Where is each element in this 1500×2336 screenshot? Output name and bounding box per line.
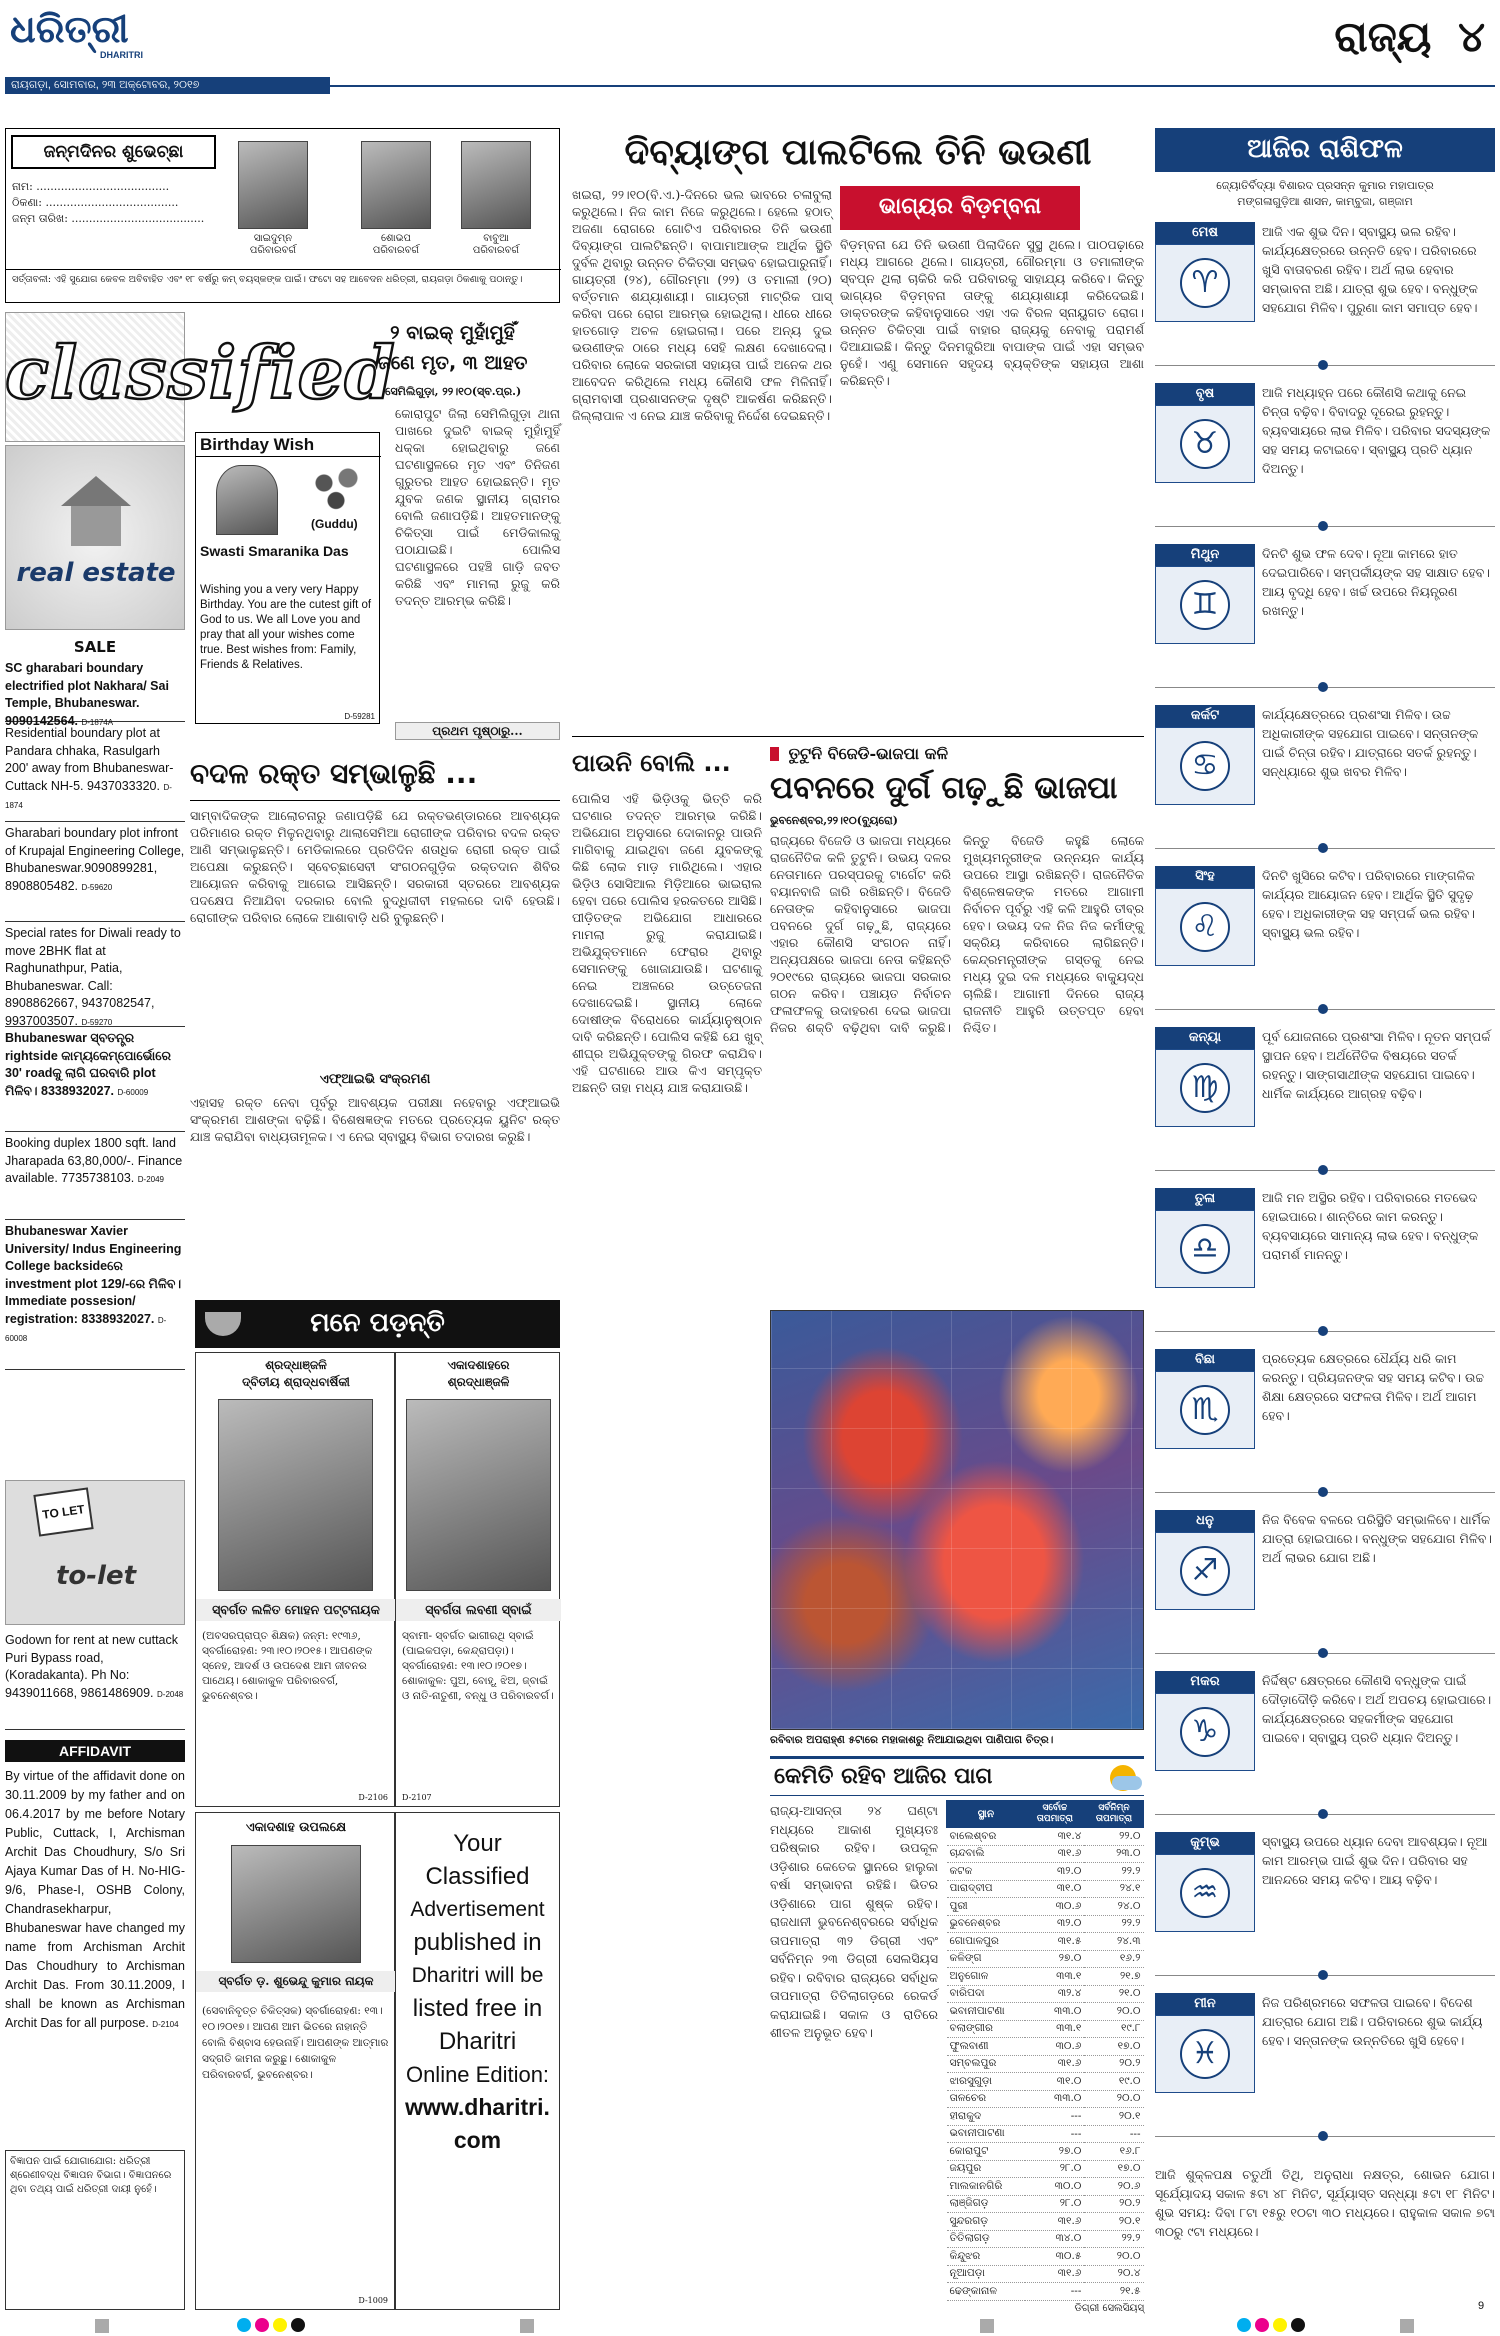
weather-row xyxy=(947,2265,1144,2283)
zodiac-prediction: ନିର୍ଦ୍ଦିଷ୍ଟ କ୍ଷେତ୍ରରେ କୌଣସି ବନ୍ଧୁଙ୍କ ପାଇଁ ଦୌଡ଼ାଦୌଡ଼ି କରିବେ। ଅର୍ଥ ଅପଚୟ ହୋଇପାରେ। କାର୍ଯ୍ୟକ୍ଷେତ୍ରରେ ସହକର୍ମୀଙ୍କ ସହଯୋଗ ପାଇବେ। ସ୍ବାସ୍ଥ୍ୟ ପ୍ରତି ଧ୍ୟାନ ଦିଅନ୍ତୁ। xyxy=(1262,1673,1492,1745)
kicker-marker xyxy=(770,747,779,761)
affidavit-body: By virtue of the affidavit done on 30.11.2009 by my father and on 06.4.2017 by me before Notary Public, Cuttack, I, Archisman Archit Das Choudhury, S/o Sri Ajaya Kumar Das of H. No-HIG-9/6, Phase-I, OSHB Colony, Chandrasekharpur, Bhubaneswar have changed my name from Archisman Archit Das Choudhury to Archisman Archit Das. From 30.11.2009, I shall be known as Archisman Archit Das for all purpose. D-2104 xyxy=(5,1769,185,2030)
weather-place: ଭବାନୀପାଟଣା xyxy=(947,2125,1026,2143)
zodiac-prediction: ଦିନଟି ଖୁସିରେ କଟିବ। ପରିବାରରେ ମାଙ୍ଗଳିକ କାର୍ଯ୍ୟର ଆୟୋଜନ ହେବ। ଆର୍ଥିକ ସ୍ଥିତି ସୁଦୃଢ଼ ହେବ। ଅଧିକାରୀଙ୍କ ସହ ସମ୍ପର୍କ ଭଲ ରହିବ। ସ୍ବାସ୍ଥ୍ୟ ଭଲ ରହିବ। xyxy=(1262,868,1475,940)
affidavit-title: AFFIDAVIT xyxy=(5,1740,185,1762)
weather-place: କିନ୍ଦୁଝର xyxy=(947,2248,1026,2266)
kid-photo-1 xyxy=(238,141,308,229)
weather-place: ଚାନ୍ଦବାଲି xyxy=(947,1845,1026,1863)
weather-row xyxy=(947,1968,1144,1986)
blood-body-2: ଏହାସହ ରକ୍ତ ନେବା ପୂର୍ବରୁ ଆବଶ୍ୟକ ପରୀକ୍ଷା ନହେବାରୁ ଏଫ୍‌ଆଇଭି ସଂକ୍ରମଣ ଆଶଙ୍କା ବଢ଼ିଛି। ବିଶେଷଜ୍ଞଙ୍କ ମତରେ ପ୍ରତ୍ୟେକ ୟୁନିଟ ରକ୍ତ ଯାଞ୍ଚ କରାଯିବା ବାଧ୍ୟତାମୂଳକ। ଏ ନେଇ ସ୍ବାସ୍ଥ୍ୟ ବିଭାଗ ତଦାରଖ କରୁଛି। xyxy=(190,1095,560,1144)
lamp-icon xyxy=(205,1312,241,1336)
zodiac-name: କନ୍ୟା xyxy=(1155,1027,1255,1049)
separator-dot-icon xyxy=(1318,1970,1328,1980)
real-estate-label: real estate xyxy=(16,558,176,588)
weather-place: ହୀରାକୁଦ xyxy=(947,2108,1026,2126)
weather-min: ୨୧.୫ xyxy=(1084,2283,1143,2301)
weather-min: ୨୨.୨ xyxy=(1084,1863,1143,1881)
paun-headline: ପାଉନି ବୋଲି ... xyxy=(572,749,731,777)
blood-subhead: ଏଫ୍‌ଆଇଭି ସଂକ୍ରମଣ xyxy=(319,1072,431,1087)
zodiac-prediction: ନିଜ ବିବେକ ବଳରେ ପରିସ୍ଥିତି ସମ୍ଭାଳିବେ। ଧାର୍ମିକ ଯାତ୍ରା ହୋଇପାରେ। ବନ୍ଧୁଙ୍କ ସହଯୋଗ ମିଳିବ। ଅର୍ଥ ଲାଭର ଯୋଗ ଅଛି। xyxy=(1262,1512,1493,1565)
weather-place: ତାଳଚେର xyxy=(947,2090,1026,2108)
free-ad-line: Your xyxy=(453,1830,502,1857)
tolet-label: to-let xyxy=(55,1561,137,1591)
house-body xyxy=(71,506,121,546)
weather-row xyxy=(947,1950,1144,1968)
gray-mark xyxy=(980,2319,994,2333)
obituary-banner: ମନେ ପଡ଼ନ୍ତି xyxy=(195,1300,560,1348)
zodiac-name: ବିଛା xyxy=(1155,1349,1255,1371)
weather-max: ୩୧.୬ xyxy=(1025,2265,1084,2283)
weather-max: ୨୮.୦ xyxy=(1025,2160,1084,2178)
free-ad-line: Online Edition: xyxy=(405,2062,550,2087)
weather-place: ଭବାନୀପାଟଣା xyxy=(947,2003,1026,2021)
weather-max: ୩୨.୦ xyxy=(1025,1915,1084,1933)
zodiac-8-icon: ♏ xyxy=(1180,1385,1230,1435)
weather-row xyxy=(947,2073,1144,2091)
weather-min: ୨୪.୦ xyxy=(1084,1898,1143,1916)
ad-3: Gharabari boundary plot infront of Krupajal Engineering College, Bhubaneswar.9090899281, 8908805482. D-59620 xyxy=(5,822,185,922)
separator-dot-icon xyxy=(1318,843,1328,853)
separator-dot-icon xyxy=(1318,1326,1328,1336)
birthday-wish-ad xyxy=(195,432,380,724)
weather-place: ବାରିପଦା xyxy=(947,1985,1026,2003)
wish-code: D-59281 xyxy=(344,712,375,721)
free-ad-box xyxy=(395,1812,560,2310)
masthead-rule xyxy=(330,85,1495,87)
weather-max: ୩୧.୬ xyxy=(1025,2055,1084,2073)
weather-place: ଝାରସୁଗୁଡ଼ା xyxy=(947,2073,1026,2091)
separator-dot-icon xyxy=(1318,1809,1328,1819)
weather-min: ୨୦.୦ xyxy=(1084,2090,1143,2108)
satellite-grid xyxy=(771,1311,1143,1729)
weather-row xyxy=(947,2178,1144,2196)
weather-min: ୨୦.୦ xyxy=(1084,2003,1143,2021)
cmyk-marks-right xyxy=(1235,2318,1307,2336)
free-ad-line: Dharitri will be xyxy=(411,1964,544,1987)
blood-headline: ବଦଳ ରକ୍ତ ସମ୍ଭାଳୁଛି ... xyxy=(190,757,478,790)
weather-row xyxy=(947,2143,1144,2161)
section-label xyxy=(1270,8,1485,68)
address-field[interactable]: ଠିକଣା: ...................................... xyxy=(12,196,179,209)
weather-min: ୧୬.୮ xyxy=(1084,2143,1143,2161)
weather-max: ୩୦.୬ xyxy=(1025,2038,1084,2056)
zodiac-name: ମିଥୁନ xyxy=(1155,544,1255,566)
obituary-third-head: ଏକାଦଶାହ ଉପଲକ୍ଷେ xyxy=(245,1819,347,1834)
obituary-third-text: (ସେବାନିବୃତ୍ତ ଚିକିତ୍ସକ) ସ୍ବର୍ଗାରୋହଣ: ୧୩।୧୦।୨୦୧୭। ଆପଣ ଆମ ଭିତରେ ନାହାନ୍ତି ବୋଲି ବିଶ୍ବାସ ହେଉନାହିଁ। ଆପଣଙ୍କ ଆତ୍ମାର ସଦ୍‌ଗତି କାମନା କରୁଛୁ। ଶୋକାକୁଳ ପରିବାରବର୍ଗ, ଭୁବନେଶ୍ବର। xyxy=(202,2005,389,2081)
ad-1: SC gharabari boundary electrified plot Nakhara/ Sai Temple, Bhubaneswar. 9090142564. D-1874A xyxy=(5,660,185,722)
wish-message: Wishing you a very very Happy Birthday. You are the cutest gift of God to us. We all Love you and pray that all your wishes come true. Best wishes from: Family, Friends & Relatives. xyxy=(200,584,372,671)
weather-row xyxy=(947,1880,1144,1898)
real-estate-banner xyxy=(5,445,185,630)
weather-min: ୨୧.୭ xyxy=(1084,1968,1143,1986)
cloud-icon xyxy=(1112,1776,1142,1790)
separator-dot-icon xyxy=(1318,682,1328,692)
zodiac-11-icon: ♒ xyxy=(1180,1868,1230,1918)
zodiac-9-icon: ♐ xyxy=(1180,1546,1230,1596)
ad-4: Special rates for Diwali ready to move 2BHK flat at Raghunathpur, Patia, Bhubaneswar. Call: 8908862667, 9437082547, 9937003507. D-59270 xyxy=(5,922,185,1027)
bike-headline: ୨ ବାଇକ୍ ମୁହାଁମୁହିଁ ଜଣେ ମୃତ, ୩ ଆହତ xyxy=(377,322,528,374)
birthday-title: ଜନ୍ମଦିନର ଶୁଭେଚ୍ଛା xyxy=(11,135,216,169)
weather-place: ଜୟପୁର xyxy=(947,2160,1026,2178)
zodiac-name: ମକର xyxy=(1155,1671,1255,1693)
weather-row xyxy=(947,2090,1144,2108)
obituary-right-photo xyxy=(406,1399,551,1591)
obituary-third-photo xyxy=(231,1845,361,1963)
dateline-bar xyxy=(5,77,330,94)
weather-row xyxy=(947,2195,1144,2213)
cmyk-marks-left xyxy=(235,2318,307,2336)
weather-place: ଢେଙ୍କାନାଳ xyxy=(947,2283,1026,2301)
separator-dot-icon xyxy=(1318,360,1328,370)
weather-max: ୩୪.୦ xyxy=(1025,2230,1084,2248)
obituary-third-name: ସ୍ବର୍ଗତ ଡ଼. ଶୁଭେନ୍ଦୁ କୁମାର ନାୟକ xyxy=(196,1971,396,1992)
weather-max: ୩୧.୦ xyxy=(1025,2073,1084,2091)
bjd-dateline: ଭୁବନେଶ୍ବର,୨୨।୧୦(ବ୍ୟୁରୋ) xyxy=(770,814,898,827)
weather-min: ୨୦.୨ xyxy=(1084,2055,1143,2073)
weather-max: ୩୩.୧ xyxy=(1025,1968,1084,1986)
zodiac-name: ଧନୁ xyxy=(1155,1510,1255,1532)
bike-body: କୋରାପୁଟ ଜିଲା ସେମିଲିଗୁଡ଼ା ଥାନା ପାଖରେ ଦୁଇଟି ବାଇକ୍ ମୁହାଁମୁହିଁ ଧକ୍କା ହୋଇଥିବାରୁ ଜଣେ ଘଟଣାସ୍ଥଳରେ ମୃତ ଏବଂ ତିନିଜଣ ଗୁରୁତର ଆହତ ହୋଇଛନ୍ତି। ମୃତ ଯୁବକ ଜଣକ ସ୍ଥାନୀୟ ଗ୍ରାମର ବୋଲି ଜଣାପଡ଼ିଛି। ଆହତମାନଙ୍କୁ ଚିକିତ୍ସା ପାଇଁ ମେଡିକାଲକୁ ପଠାଯାଇଛି। ପୋଲିସ ଘଟଣାସ୍ଥଳରେ ପହଞ୍ଚି ଗାଡ଼ି ଜବତ କରିଛି ଏବଂ ମାମଲା ରୁଜୁ କରି ତଦନ୍ତ ଆରମ୍ଭ କରିଛି। xyxy=(395,406,560,608)
weather-place: ଗୋପାଳପୁର xyxy=(947,1933,1026,1951)
weather-place: ଭୁବନେଶ୍ବର xyxy=(947,1915,1026,1933)
weather-max: ୩୩.୦ xyxy=(1025,2003,1084,2021)
weather-row xyxy=(947,2283,1144,2301)
weather-max: ୨୭.୦ xyxy=(1025,1950,1084,1968)
weather-row xyxy=(947,1933,1144,1951)
weather-min: ୧୬.୨ xyxy=(1084,1950,1143,1968)
gray-mark xyxy=(520,2319,534,2333)
free-ad-line: Advertisement xyxy=(410,1898,545,1921)
weather-min: ୨୩.୦ xyxy=(1084,1845,1143,1863)
zodiac-6-icon: ♍ xyxy=(1180,1063,1230,1113)
weather-max: ୨୭.୦ xyxy=(1025,2143,1084,2161)
weather-place: କଳିଙ୍ଗ xyxy=(947,1950,1026,1968)
weather-place: ସୁନ୍ଦରଗଡ଼ xyxy=(947,2213,1026,2231)
weather-body: ରାଜ୍ୟ-ଆସନ୍ତା ୨୪ ଘଣ୍ଟା ମଧ୍ୟରେ ଆକାଶ ମୁଖ୍ୟତଃ ପରିଷ୍କାର ରହିବ। ଉପକୂଳ ଓଡ଼ିଶାର କେତେକ ସ୍ଥାନରେ ହାଲୁକା ବର୍ଷା ସମ୍ଭାବନା ରହିଛି। ଭିତର ଓଡ଼ିଶାରେ ପାଗ ଶୁଷ୍କ ରହିବ। ରାଜଧାନୀ ଭୁବନେଶ୍ବରରେ ସର୍ବାଧିକ ତାପମାତ୍ରା ୩୨ ଡିଗ୍ରୀ ଏବଂ ସର୍ବନିମ୍ନ ୨୩ ଡିଗ୍ରୀ ସେଲସିୟସ ରହିବ। ରବିବାର ରାଜ୍ୟରେ ସର୍ବାଧିକ ତାପମାତ୍ରା ତିତିଲାଗଡ଼ରେ ରେକର୍ଡ କରାଯାଇଛି। ସକାଳ ଓ ରାତିରେ ଶୀତଳ ଅନୁଭୂତ ହେବ। xyxy=(770,1803,938,2040)
weather-max: ୩୦.୦ xyxy=(1025,2178,1084,2196)
weather-min: ୨୦.୨ xyxy=(1084,2195,1143,2213)
divyang-body: ଖଇରା, ୨୨।୧୦(ବି.ଏ.)-ଦିନରେ ଭଲ ଭାବରେ ଚଳାବୁଲା କରୁଥିଲେ। ନିଜ କାମ ନିଜେ କରୁଥିଲେ। ହେଲେ ହଠାତ୍ ଅଜଣା ରୋଗରେ ଗୋଟିଏ ପରିବାରର ତିନି ଭଉଣୀ ଦିବ୍ୟାଙ୍ଗ ପାଲଟିଛନ୍ତି। ବାପାମାଆଙ୍କ ଆର୍ଥିକ ସ୍ଥିତି ଦୁର୍ବଳ ଥିବାରୁ ଉନ୍ନତ ଚିକିତ୍ସା ସମ୍ଭବ ହୋଇପାରୁନାହିଁ। ଗାୟତ୍ରୀ (୨୪), ଗୌରମ୍ମା (୨୨) ଓ ତମାଲୀ (୨୦) ବର୍ତ୍ତମାନ ଶଯ୍ୟାଶାୟୀ। ଗାୟତ୍ରୀ ମାଟ୍ରିକ ପାସ୍ କରିବା ପରେ ରୋଗ ଆରମ୍ଭ ହୋଇଥିଲା। ଧୀରେ ଧୀରେ ହାତଗୋଡ଼ ଅଚଳ ହୋଇଗଲା। ପରେ ଅନ୍ୟ ଦୁଇ ଭଉଣୀଙ୍କ ଠାରେ ମଧ୍ୟ ସେହି ଲକ୍ଷଣ ଦେଖାଦେଲା। ପରିବାର ଲୋକେ ସରକାରୀ ସହାୟତା ପାଇଁ ଅନେକ ଥର ଆବେଦନ କରିଥିଲେ ମଧ୍ୟ କୌଣସି ଫଳ ମିଳିନାହିଁ। ଗ୍ରାମବାସୀ ପ୍ରଶାସନଙ୍କ ଦୃଷ୍ଟି ଆକର୍ଷଣ କରିଛନ୍ତି। ଜିଲ୍ଲାପାଳ ଏ ନେଇ ଯାଞ୍ଚ କରିବାକୁ ନିର୍ଦ୍ଦେଶ ଦେଇଛନ୍ତି। xyxy=(572,187,832,423)
logo-text: ଧରିତ୍ରୀ xyxy=(10,7,129,51)
col-place: ସ୍ଥାନ xyxy=(947,1801,1026,1828)
footer-page-number: 9 xyxy=(1478,2300,1485,2312)
satellite-caption: ରବିବାର ଅପରାହ୍ଣ ୫ଟାରେ ମହାକାଶରୁ ନିଆଯାଇଥିବା ପାଣିପାଗ ଚିତ୍ର। xyxy=(770,1734,1054,1746)
zodiac-prediction: ଆଜି ମଧ୍ୟାହ୍ନ ପରେ କୌଣସି କଥାକୁ ନେଇ ଚିନ୍ତା ବଢ଼ିବ। ବିବାଦରୁ ଦୂରେଇ ରୁହନ୍ତୁ। ବ୍ୟବସାୟରେ ଲାଭ ମିଳିବ। ପରିବାର ସଦସ୍ୟଙ୍କ ସହ ସମୟ କଟାଇବେ। ସ୍ବାସ୍ଥ୍ୟ ପ୍ରତି ଧ୍ୟାନ ଦିଅନ୍ତୁ। xyxy=(1262,385,1491,476)
weather-row xyxy=(947,1985,1144,2003)
weather-min: ୨୨.୨ xyxy=(1084,2230,1143,2248)
weather-max: ୩୩.୦ xyxy=(1025,2090,1084,2108)
zodiac-name: ମୀନ xyxy=(1155,1993,1255,2015)
zodiac-prediction: ନିଜ ପରିଶ୍ରମରେ ସଫଳତା ପାଇବେ। ବିଦେଶ ଯାତ୍ରାର ଯୋଗ ଅଛି। ପରିବାରରେ ଶୁଭ କାର୍ଯ୍ୟ ହେବ। ସନ୍ତାନଙ୍କ ଉନ୍ନତିରେ ଖୁସି ହେବେ। xyxy=(1262,1995,1483,2048)
separator-dot-icon xyxy=(1318,521,1328,531)
birthday-wish-title: Birthday Wish xyxy=(196,433,381,457)
obituary-right-name: ସ୍ବର୍ଗତା ଲବଣୀ ସ୍ବାଇଁ xyxy=(396,1599,561,1621)
weather-place: ନୂଆପଡ଼ା xyxy=(947,2265,1026,2283)
weather-row xyxy=(947,2038,1144,2056)
dob-field[interactable]: ଜନ୍ମ ତାରିଖ: ...................................... xyxy=(12,212,205,225)
weather-max: ୩୧.୬ xyxy=(1025,2213,1084,2231)
blood-rule xyxy=(190,800,560,801)
zodiac-name: ମେଷ xyxy=(1155,222,1255,244)
page-number: ୪ xyxy=(1458,12,1485,61)
weather-title: କେମିତି ରହିବ ଆଜିର ପାଗ xyxy=(770,1756,1144,1796)
weather-place: ଲାଞ୍ଜିଗଡ଼ xyxy=(947,2195,1026,2213)
classified-footnote: ବିଜ୍ଞାପନ ପାଇଁ ଯୋଗାଯୋଗ: ଧରିତ୍ରୀ ଶ୍ରେଣୀବଦ୍ଧ ବିଜ୍ଞାପନ ବିଭାଗ। ବିଜ୍ଞାପନରେ ଥିବା ତଥ୍ୟ ପାଇଁ ଧରିତ୍ରୀ ଦାୟୀ ନୁହେଁ। xyxy=(5,2150,185,2310)
rashifal-title: ଆଜିର ରାଶିଫଳ xyxy=(1155,128,1495,172)
flower-icon xyxy=(306,463,366,513)
weather-note: ଡିଗ୍ରୀ ସେଲସିୟସ୍ xyxy=(1074,2302,1144,2314)
divyang-bottom-rule xyxy=(572,736,1144,737)
kid-name-1: ସାଇଦୁମ୍ନ ପରିବାରବର୍ଗ xyxy=(249,233,297,256)
weather-row xyxy=(947,1898,1144,1916)
obituary-left-photo xyxy=(218,1399,373,1591)
zodiac-prediction: ପୂର୍ବ ଯୋଜନାରେ ପ୍ରଶଂସା ମିଳିବ। ନୂତନ ସମ୍ପର୍କ ସ୍ଥାପନ ହେବ। ଅର୍ଥନୈତିକ ବିଷୟରେ ସତର୍କ ରହନ୍ତୁ। ସାଙ୍ଗସାଥୀଙ୍କ ସହଯୋଗ ପାଇବେ। ଧାର୍ମିକ କାର୍ଯ୍ୟରେ ଆଗ୍ରହ ବଢ଼ିବ। xyxy=(1262,1029,1491,1101)
gray-mark xyxy=(1400,2319,1414,2333)
zodiac-1-icon: ♈ xyxy=(1180,258,1230,308)
zodiac-7-icon: ♎ xyxy=(1180,1224,1230,1274)
weather-max: --- xyxy=(1025,2125,1084,2143)
ad-7: Bhubaneswar Xavier University/ Indus Engineering College backsideରେ investment plot 129/-ରେ ମିଳିବ। Immediate possesion/ registration: 8338932027. D-60008 xyxy=(5,1220,185,1370)
kid-photo-2 xyxy=(361,141,431,229)
free-ad-line: Classified xyxy=(425,1863,530,1890)
tolet-ad: Godown for rent at new cuttack Puri Bypass road, (Koradakanta). Ph No: 9439011668, 9861486909. D-2048 xyxy=(5,1632,185,1730)
zodiac-5-icon: ♌ xyxy=(1180,902,1230,952)
zodiac-4-icon: ♋ xyxy=(1180,741,1230,791)
weather-row xyxy=(947,1915,1144,1933)
satellite-image xyxy=(770,1310,1144,1730)
weather-max: ୩୧.୫ xyxy=(1025,1933,1084,1951)
weather-place: ମାଲକାନଗିରି xyxy=(947,2178,1026,2196)
obituary-third xyxy=(195,1812,395,2310)
weather-place: ବଲାଙ୍ଗୀର xyxy=(947,2020,1026,2038)
ad-2: Residential boundary plot at Pandara chhaka, Rasulgarh 200' away from Bhubaneswar- Cuttack NH-5. 9437033320. D-1874 xyxy=(5,722,185,822)
bjd-headline: ପବନରେ ଦୁର୍ଗ ଗଢ଼ୁଛି ଭାଜପା xyxy=(770,770,1118,806)
section-title: ରାଜ୍ୟ xyxy=(1334,12,1432,61)
rashifal-author: ଜ୍ୟୋତିର୍ବିଦ୍ୟା ବିଶାରଦ ପ୍ରସନ୍ନ କୁମାର ମହାପାତ୍ର ମଙ୍ଗଳାଗୁଡ଼ିଆ ଶାସନ, କାମ୍ବୁଜା, ଗଞ୍ଜାମ xyxy=(1216,179,1434,208)
obituary-right-head: ଏକାଦଶାହରେ ଶ୍ରଦ୍ଧାଞ୍ଜଳି xyxy=(447,1358,510,1389)
bjd-body: ରାଜ୍ୟରେ ବିଜେଡି ଓ ଭାଜପା ମଧ୍ୟରେ ରାଜନୈତିକ କଳି ତୁଟୁନି। ଉଭୟ ଦଳର ନେତାମାନେ ପରସ୍ପରକୁ ଟାର୍ଗେଟ କରି ବୟାନବାଜି ଜାରି ରଖିଛନ୍ତି। ବିଜେଡି ନେତାଙ୍କ କହିବାନୁସାରେ ଭାଜପା ପବନରେ ଦୁର୍ଗ ଗଢ଼ୁଛି, ରାଜ୍ୟରେ ଏହାର କୌଣସି ସଂଗଠନ ନାହିଁ। ଅନ୍ୟପକ୍ଷରେ ଭାଜପା ନେତା କହିଛନ୍ତି ୨୦୧୯ରେ ରାଜ୍ୟରେ ଭାଜପା ସରକାର ଗଠନ କରିବ। ପଞ୍ଚାୟତ ନିର୍ବାଚନ ଫଳାଫଳକୁ ଉଦାହରଣ ଦେଇ ଭାଜପା ନିଜର ଶକ୍ତି ବଢ଼ିଥିବା ଦାବି କରୁଛି। କିନ୍ତୁ ବିଜେଡି କହୁଛି ଲୋକେ ମୁଖ୍ୟମନ୍ତ୍ରୀଙ୍କ ଉନ୍ନୟନ କାର୍ଯ୍ୟ ଉପରେ ଆସ୍ଥା ରଖିଛନ୍ତି। ରାଜନୈତିକ ବିଶ୍ଳେଷକଙ୍କ ମତରେ ଆଗାମୀ ନିର୍ବାଚନ ପୂର୍ବରୁ ଏହି କଳି ଆହୁରି ତୀବ୍ର ହେବ। ଉଭୟ ଦଳ ନିଜ ନିଜ କର୍ମୀଙ୍କୁ ସକ୍ରିୟ କରିବାରେ ଲାଗିଛନ୍ତି। କେନ୍ଦ୍ରମନ୍ତ୍ରୀଙ୍କ ଗସ୍ତକୁ ନେଇ ମଧ୍ୟ ଦୁଇ ଦଳ ମଧ୍ୟରେ ବାକ୍ୟୁଦ୍ଧ ଚାଲିଛି। ଆଗାମୀ ଦିନରେ ରାଜ୍ୟ ରାଜନୀତି ଆହୁରି ଉତ୍ତପ୍ତ ହେବା ନିଶ୍ଚିତ। xyxy=(770,833,1144,1035)
zodiac-name: କୁମ୍ଭ xyxy=(1155,1832,1255,1854)
col-min: ସର୍ବନିମ୍ନ ତାପମାତ୍ରା xyxy=(1084,1801,1143,1828)
bjd-kicker: ତୁଟୁନି ବିଜେଡି-ଭାଜପା କଳି xyxy=(770,744,1144,766)
house-icon xyxy=(61,476,131,506)
zodiac-name: ସିଂହ xyxy=(1155,866,1255,888)
separator-dot-icon xyxy=(1318,1165,1328,1175)
weather-max: ୩୩.୧ xyxy=(1025,2020,1084,2038)
weather-min: ୧୯.୮ xyxy=(1084,2020,1143,2038)
zodiac-2-icon: ♉ xyxy=(1180,419,1230,469)
zodiac-3-icon: ♊ xyxy=(1180,580,1230,630)
footer-registration-marks xyxy=(0,2317,1500,2335)
weather-min: ୨୨.୦ xyxy=(1084,1828,1143,1846)
weather-row xyxy=(947,2213,1144,2231)
weather-min: ୨୦.୧ xyxy=(1084,2213,1143,2231)
obituary-third-code: D-1009 xyxy=(358,2296,388,2305)
weather-place: ତିତିଲାଗଡ଼ xyxy=(947,2230,1026,2248)
classified-ads xyxy=(5,660,185,1370)
zodiac-name: ତୁଳା xyxy=(1155,1188,1255,1210)
blood-body: ସାମ୍ବାଦିକଙ୍କ ଆଲୋଚନାରୁ ଜଣାପଡ଼ିଛି ଯେ ରକ୍ତଭଣ୍ଡାରରେ ଆବଶ୍ୟକ ପରିମାଣର ରକ୍ତ ମିଳୁନଥିବାରୁ ଥାଲାସେମିଆ ରୋଗୀଙ୍କ ପରିବାର ବଦଳ ରକ୍ତ ଆଣି ସମ୍ଭାଳୁଛନ୍ତି। ମେଡିକାଲରେ ପ୍ରତିଦିନ ଶତାଧିକ ରୋଗୀ ରକ୍ତ ପାଇଁ ଅପେକ୍ଷା କରୁଛନ୍ତି। ସ୍ବେଚ୍ଛାସେବୀ ସଂଗଠନଗୁଡ଼ିକ ରକ୍ତଦାନ ଶିବିର ଆୟୋଜନ କରିବାକୁ ଆଗେଇ ଆସିଛନ୍ତି। ସରକାରୀ ସ୍ତରରେ ଆବଶ୍ୟକ ପଦକ୍ଷେପ ନିଆଯିବା ଦରକାର ବୋଲି ବୁଦ୍ଧିଜୀବୀ ମହଲରେ ଦାବି ହେଉଛି। ରୋଗୀଙ୍କ ପରିବାର ଲୋକେ ଆଶାବାଡ଼ି ଧରି ବୁଲୁଛନ୍ତି। xyxy=(190,808,560,925)
wish-name: Swasti Smaranika Das xyxy=(200,543,349,559)
weather-max: ୩୧.୪ xyxy=(1025,1828,1084,1846)
weather-max: --- xyxy=(1025,2283,1084,2301)
obituary-left-head: ଶ୍ରଦ୍ଧାଞ୍ଜଳି ଦ୍ବିତୀୟ ଶ୍ରାଦ୍ଧବାର୍ଷିକୀ xyxy=(242,1358,350,1389)
weather-row xyxy=(947,1863,1144,1881)
free-ad-line: Dharitri xyxy=(438,2028,517,2055)
zodiac-prediction: ଦିନଟି ଶୁଭ ଫଳ ଦେବ। ନୂଆ କାମରେ ହାତ ଦେଇପାରିବେ। ସମ୍ପର୍କୀୟଙ୍କ ସହ ସାକ୍ଷାତ ହେବ। ଆୟ ବୃଦ୍ଧି ହେବ। ଖର୍ଚ୍ଚ ଉପରେ ନିୟନ୍ତ୍ରଣ ରଖନ୍ତୁ। xyxy=(1262,546,1490,618)
kid-name-3: ବାବୁଆ ପରିବାରବର୍ଗ xyxy=(472,233,520,256)
weather-max: --- xyxy=(1025,2108,1084,2126)
follow-on-label: ପ୍ରଥମ ପୃଷ୍ଠାରୁ... xyxy=(395,722,560,740)
weather-max: ୩୨.୪ xyxy=(1025,1985,1084,2003)
zodiac-prediction: ସ୍ବାସ୍ଥ୍ୟ ଉପରେ ଧ୍ୟାନ ଦେବା ଆବଶ୍ୟକ। ନୂଆ କାମ ଆରମ୍ଭ ପାଇଁ ଶୁଭ ଦିନ। ପରିବାର ସହ ଆନନ୍ଦରେ ସମୟ କଟିବ। ଆୟ ବଢ଼ିବ। xyxy=(1262,1834,1488,1887)
obituary-left xyxy=(195,1352,395,1807)
separator-dot-icon xyxy=(1318,1004,1328,1014)
ad-6: Booking duplex 1800 sqft. land Jharapada 63,80,000/-. Finance available. 7735738103. D-2049 xyxy=(5,1132,185,1220)
separator-dot-icon xyxy=(1318,2131,1328,2141)
zodiac-prediction: ଆଜି ଏକ ଶୁଭ ଦିନ। ସ୍ବାସ୍ଥ୍ୟ ଭଲ ରହିବ। କାର୍ଯ୍ୟକ୍ଷେତ୍ରରେ ଉନ୍ନତି ହେବ। ପରିବାରରେ ଖୁସି ବାତାବରଣ ରହିବ। ଅର୍ଥ ଲାଭ ହେବାର ସମ୍ଭାବନା ଅଛି। ଯାତ୍ରା ଶୁଭ ହେବ। ବନ୍ଧୁଙ୍କ ସହଯୋଗ ମିଳିବ। ପୁରୁଣା କାମ ସମାପ୍ତ ହେବ। xyxy=(1262,224,1478,315)
weather-place: ବାଲେଶ୍ବର xyxy=(947,1828,1026,1846)
weather-row xyxy=(947,2055,1144,2073)
divyang-headline: ଦିବ୍ୟାଙ୍ଗ ପାଲଟିଲେ ତିନି ଭଉଣୀ xyxy=(624,132,1092,173)
weather-max: ୩୦.୫ xyxy=(1025,2248,1084,2266)
weather-min: ୧୯.୦ xyxy=(1084,2073,1143,2091)
birthday-note: ସର୍ତ୍ତାବଳୀ: ଏହି ସୁଯୋଗ କେବଳ ଅବିବାହିତ ଏବଂ ୧୮ ବର୍ଷରୁ କମ୍ ବୟସ୍କଙ୍କ ପାଇଁ। ଫଟୋ ସହ ଆବେଦନ ଧରିତ୍ରୀ, ରାୟଗଡ଼ା ଠିକଣାକୁ ପଠାନ୍ତୁ। xyxy=(6,269,561,304)
weather-place: କଟକ xyxy=(947,1863,1026,1881)
zodiac-prediction: କାର୍ଯ୍ୟକ୍ଷେତ୍ରରେ ପ୍ରଶଂସା ମିଳିବ। ଉଚ୍ଚ ଅଧିକାରୀଙ୍କ ସହଯୋଗ ପାଇବେ। ସନ୍ତାନଙ୍କ ପାଇଁ ଚିନ୍ତା ରହିବ। ଯାତ୍ରାରେ ସତର୍କ ରୁହନ୍ତୁ। ସନ୍ଧ୍ୟାରେ ଶୁଭ ଖବର ମିଳିବ। xyxy=(1262,707,1479,779)
tolet-banner xyxy=(5,1480,185,1625)
zodiac-12-icon: ♓ xyxy=(1180,2029,1230,2079)
separator-dot-icon xyxy=(1318,1487,1328,1497)
zodiac-prediction: ପ୍ରତ୍ୟେକ କ୍ଷେତ୍ରରେ ଧୈର୍ଯ୍ୟ ଧରି କାମ କରନ୍ତୁ। ପ୍ରିୟଜନଙ୍କ ସହ ସମୟ କଟିବ। ଉଚ୍ଚ ଶିକ୍ଷା କ୍ଷେତ୍ରରେ ସଫଳତା ମିଳିବ। ଅର୍ଥ ଆଗମ ହେବ। xyxy=(1262,1351,1485,1423)
obituary-right xyxy=(395,1352,560,1807)
weather-row xyxy=(947,1845,1144,1863)
weather-place: ପୁରୀ xyxy=(947,1898,1026,1916)
fate-box-title: ଭାଗ୍ୟର ବିଡ଼ମ୍ବନା xyxy=(840,186,1080,230)
wish-nick: (Guddu) xyxy=(311,517,358,531)
separator-dot-icon xyxy=(1318,1648,1328,1658)
zodiac-prediction: ଆଜି ମନ ଅସ୍ଥିର ରହିବ। ପରିବାରରେ ମତଭେଦ ହୋଇପାରେ। ଶାନ୍ତିରେ କାମ କରନ୍ତୁ। ବ୍ୟବସାୟରେ ସାମାନ୍ୟ ଲାଭ ହେବ। ବନ୍ଧୁଙ୍କ ପରାମର୍ଶ ମାନନ୍ତୁ। xyxy=(1262,1190,1479,1262)
weather-row xyxy=(947,2160,1144,2178)
logo-sub: DHARITRI xyxy=(100,50,143,60)
dharitri-url-link[interactable]: www.dharitri. xyxy=(405,2094,550,2120)
weather-min: ୧୭.୦ xyxy=(1084,2160,1143,2178)
fate-box-text: ବିଡ଼ମ୍ବନା ଯେ ତିନି ଭଉଣୀ ପିଲାଦିନେ ସୁସ୍ଥ ଥିଲେ। ପାଠପଢ଼ାରେ ମଧ୍ୟ ଆଗରେ ଥିଲେ। ଗାୟତ୍ରୀ, ଗୌରମ୍ମା ଓ ତମାଲୀଙ୍କ ସ୍ବପ୍ନ ଥିଲା ଚାକିରି କରି ପରିବାରକୁ ସାହାଯ୍ୟ କରିବେ। କିନ୍ତୁ ଭାଗ୍ୟର ବିଡ଼ମ୍ବନା ତାଙ୍କୁ ଶଯ୍ୟାଶାୟୀ କରିଦେଇଛି। ଡାକ୍ତରଙ୍କ କହିବାନୁସାରେ ଏହା ଏକ ବିରଳ ସ୍ନାୟୁଗତ ରୋଗ। ଉନ୍ନତ ଚିକିତ୍ସା ପାଇଁ ବାହାର ରାଜ୍ୟକୁ ନେବାକୁ ପରାମର୍ଶ ଦିଆଯାଇଛି। କିନ୍ତୁ ଦିନମଜୁରିଆ ବାପାଙ୍କ ପାଇଁ ଏହା ସମ୍ଭବ ନୁହେଁ। ଏଣୁ ସେମାନେ ସହୃଦୟ ବ୍ୟକ୍ତିଙ୍କ ସହାୟତା ଆଶା କରିଛନ୍ତି। xyxy=(840,237,1144,388)
weather-place: ଫୁଲବାଣୀ xyxy=(947,2038,1026,2056)
weather-place: ସମ୍ବଲପୁର xyxy=(947,2055,1026,2073)
weather-max: ୩୨.୦ xyxy=(1025,1863,1084,1881)
weather-max: ୩୦.୬ xyxy=(1025,1898,1084,1916)
weather-row xyxy=(947,2108,1144,2126)
weather-row xyxy=(947,2230,1144,2248)
obituary-left-code: D-2106 xyxy=(358,1793,388,1802)
weather-min: --- xyxy=(1084,2125,1143,2143)
col-max: ସର୍ବୋଚ୍ଚ ତାପମାତ୍ରା xyxy=(1025,1801,1084,1828)
ad-5: Bhubaneswar ସ୍ବତନ୍ତ୍ର rightside କାମ୍ୟକେମ୍ପ‌ୋର୍ଭୋରେ 30' roadକୁ ଲାଗି ଘରବାରି plot ମିଳିବ। 8338932027. D-60009 xyxy=(5,1027,185,1132)
zodiac-name: ବୃଷ xyxy=(1155,383,1255,405)
birthday-box xyxy=(5,128,560,303)
weather-min: ୨୨.୨ xyxy=(1084,1915,1143,1933)
weather-row xyxy=(947,2003,1144,2021)
weather-max: ୨୮.୦ xyxy=(1025,2195,1084,2213)
bike-dateline: ସେମିଲିଗୁଡ଼ା, ୨୨।୧୦(ସ୍ବ.ପ୍ର.) xyxy=(385,385,522,398)
weather-row xyxy=(947,2125,1144,2143)
weather-min: ୧୭.୦ xyxy=(1084,2038,1143,2056)
weather-row xyxy=(947,1828,1144,1846)
zodiac-10-icon: ♑ xyxy=(1180,1707,1230,1757)
weather-min: ୨୦.୦ xyxy=(1084,2248,1143,2266)
wish-photo xyxy=(216,465,278,535)
gray-mark xyxy=(95,2319,109,2333)
dateline: ରାୟଗଡ଼ା, ସୋମବାର, ୨୩ ଅକ୍ଟୋବର, ୨୦୧୭ xyxy=(11,79,200,91)
weather-min: ୨୦.୪ xyxy=(1084,2265,1143,2283)
dharitri-url-link-end[interactable]: com xyxy=(453,2127,502,2153)
sale-heading: SALE xyxy=(73,638,117,656)
panjika-text: ଆଜି ଶୁକ୍ଳପକ୍ଷ ଚତୁର୍ଥୀ ତିଥି, ଅନୁରାଧା ନକ୍ଷତ୍ର, ଶୋଭନ ଯୋଗ। ସୂର୍ଯ୍ୟୋଦୟ ସକାଳ ୫ଟା ୪୮ ମିନିଟ, ସୂର୍ଯ୍ୟାସ୍ତ ସନ୍ଧ୍ୟା ୫ଟା ୧୮ ମିନିଟ। ଶୁଭ ସମୟ: ଦିବା ୮ଟା ୧୫ରୁ ୧୦ଟା ୩୦ ମଧ୍ୟରେ। ରାହୁକାଳ ସକାଳ ୭ଟା ୩୦ରୁ ୯ଟା ମଧ୍ୟରେ। xyxy=(1155,2167,1495,2239)
free-ad-line: published in xyxy=(413,1929,542,1956)
obituary-left-name: ସ୍ବର୍ଗତ ଲଳିତ ମୋହନ ପଟ୍ଟନାୟକ xyxy=(196,1599,396,1621)
weather-place: କୋରାପୁଟ xyxy=(947,2143,1026,2161)
kid-name-2: ଶୋଭପ ପରିବାରବର୍ଗ xyxy=(372,233,420,256)
weather-min: ୨୦.୧ xyxy=(1084,2108,1143,2126)
weather-min: ୨୪.୧ xyxy=(1084,1880,1143,1898)
weather-min: ୨୧.୦ xyxy=(1084,1985,1143,2003)
kid-photo-3 xyxy=(461,141,531,229)
zodiac-name: କର୍କଟ xyxy=(1155,705,1255,727)
name-field[interactable]: ନାମ: ...................................... xyxy=(12,180,170,193)
weather-row xyxy=(947,2020,1144,2038)
obituary-right-text: ସ୍ବାମୀ- ସ୍ବର୍ଗତ ଭାଗୀରଥି ସ୍ବାଇଁ (ପାଇକପଡ଼ା, କେନ୍ଦ୍ରାପଡ଼ା)। ସ୍ବର୍ଗାରୋହଣ: ୧୩।୧୦।୨୦୧୭। ଶୋକାକୁଳ: ପୁଅ, ବୋହୂ, ଝିଅ, ଜ୍ବାଇଁ ଓ ନାତି-ନାତୁଣୀ, ବନ୍ଧୁ ଓ ପରିବାରବର୍ଗ। xyxy=(402,1630,554,1702)
weather-place: ଅନୁଗୋଳ xyxy=(947,1968,1026,1986)
weather-max: ୩୧.୦ xyxy=(1025,1880,1084,1898)
classified-title: classified xyxy=(5,330,396,415)
weather-data-table xyxy=(946,1800,1144,2301)
obituary-left-text: (ଅବସରପ୍ରାପ୍ତ ଶିକ୍ଷକ) ଜନ୍ମ: ୧୯୩୬, ସ୍ବର୍ଗାରୋହଣ: ୨୩।୧୦।୨୦୧୫। ଆପଣଙ୍କ ସ୍ନେହ, ଆଦର୍ଶ ଓ ଉପଦେଶ ଆମ ଜୀବନର ପାଥେୟ। ଶୋକାକୁଳ ପରିବାରବର୍ଗ, ଭୁବନେଶ୍ବର। xyxy=(202,1630,373,1702)
obituary-right-code: D-2107 xyxy=(402,1793,432,1802)
free-ad-line: listed free in xyxy=(412,1995,543,2022)
weather-row xyxy=(947,2248,1144,2266)
paun-body: ପୋଲିସ ଏହି ଭିଡ଼ିଓକୁ ଭିତ୍ତି କରି ଘଟଣାର ତଦନ୍ତ ଆରମ୍ଭ କରିଛି। ଅଭିଯୋଗ ଅନୁସାରେ ଦୋକାନରୁ ପାଉନି ମାଗିବାକୁ ଯାଇଥିବା ଜଣେ ଯୁବକଙ୍କୁ କିଛି ଲୋକ ମାଡ଼ ମାରିଥିଲେ। ଏହାର ଭିଡ଼ିଓ ସୋସିଆଲ ମିଡ଼ିଆରେ ଭାଇରାଲ ହେବା ପରେ ପୋଲିସ ହରକତରେ ଆସିଛି। ପୀଡ଼ିତଙ୍କ ଅଭିଯୋଗ ଆଧାରରେ ମାମଲା ରୁଜୁ କରାଯାଇଛି। ଅଭିଯୁକ୍ତମାନେ ଫେରାର ଥିବାରୁ ସେମାନଙ୍କୁ ଖୋଜାଯାଉଛି। ଘଟଣାକୁ ନେଇ ଅଞ୍ଚଳରେ ଉତ୍ତେଜନା ଦେଖାଦେଇଛି। ସ୍ଥାନୀୟ ଲୋକେ ଦୋଷୀଙ୍କ ବିରୋଧରେ କାର୍ଯ୍ୟାନୁଷ୍ଠାନ ଦାବି କରିଛନ୍ତି। ପୋଲିସ କହିଛି ଯେ ଖୁବ୍ ଶୀଘ୍ର ଅଭିଯୁକ୍ତଙ୍କୁ ଗିରଫ କରାଯିବ। ଏହି ଘଟଣାରେ ଆଉ କିଏ ସମ୍ପୃକ୍ତ ଅଛନ୍ତି ତାହା ମଧ୍ୟ ଯାଞ୍ଚ କରାଯାଉଛି। xyxy=(572,791,762,1095)
tolet-sign: TO LET xyxy=(33,1487,93,1536)
weather-min: ୨୦.୬ xyxy=(1084,2178,1143,2196)
weather-place: ପାରାଦ୍ବୀପ xyxy=(947,1880,1026,1898)
weather-min: ୨୪.୩ xyxy=(1084,1933,1143,1951)
weather-table xyxy=(946,1800,1144,2314)
weather-max: ୩୧.୬ xyxy=(1025,1845,1084,1863)
